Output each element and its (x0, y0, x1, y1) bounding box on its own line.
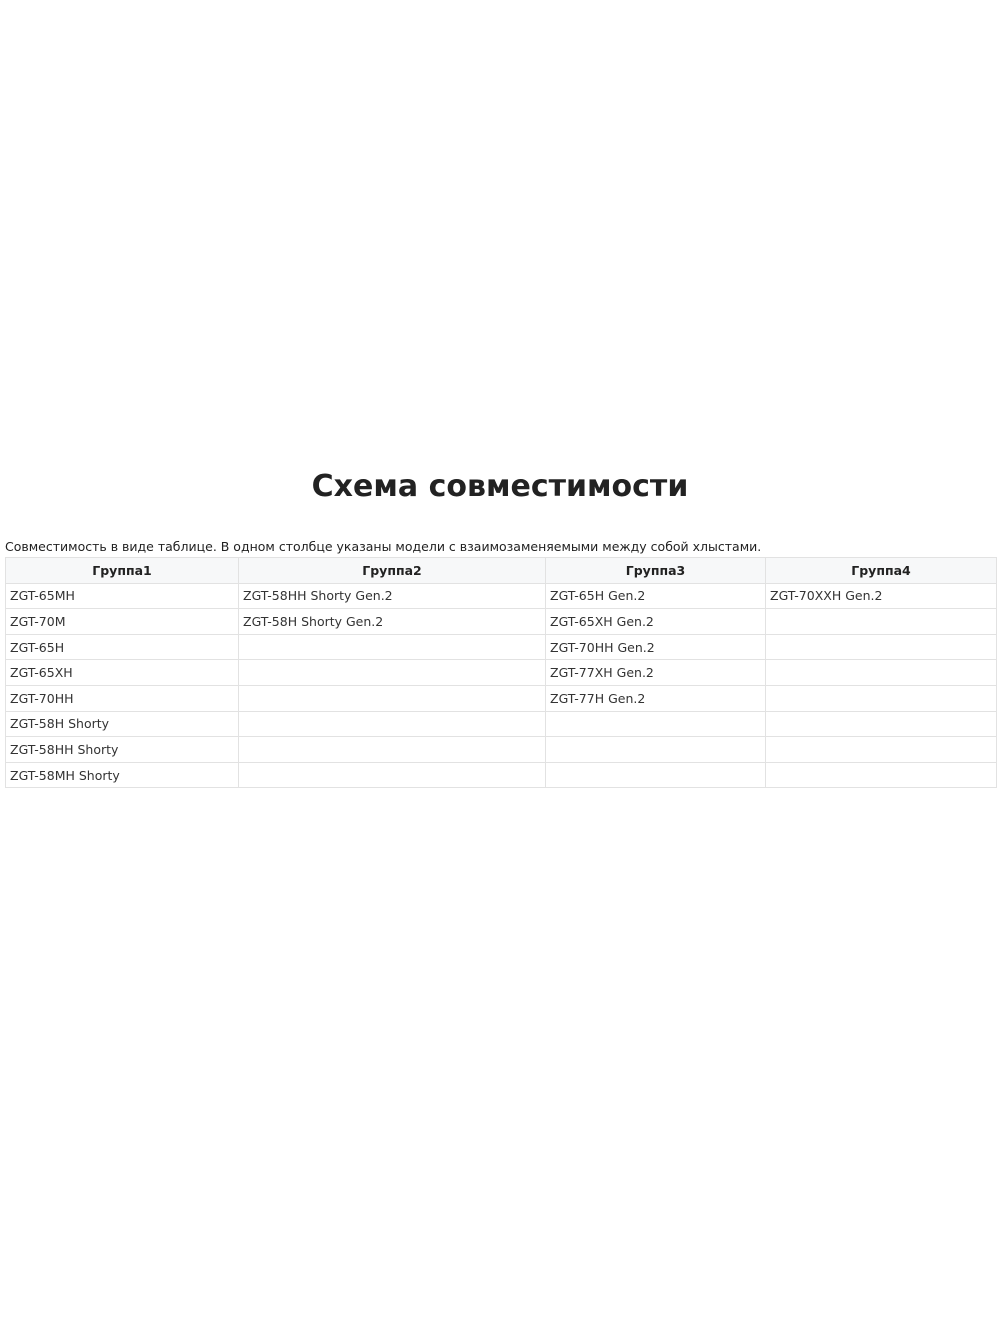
table-cell: ZGT-70XXH Gen.2 (766, 583, 997, 609)
table-cell (239, 660, 546, 686)
table-cell: ZGT-58MH Shorty (6, 762, 239, 788)
table-cell (766, 609, 997, 635)
table-row (6, 660, 997, 686)
table-row (6, 737, 997, 763)
table-cell: ZGT-70HH Gen.2 (546, 634, 766, 660)
intro-text: Совместимость в виде таблице. В одном столбце указаны модели с взаимозаменяемыми между собой хлыстами. (5, 539, 762, 554)
table-cell: ZGT-65XH Gen.2 (546, 609, 766, 635)
page-title: Схема совместимости (311, 469, 689, 504)
table-cell: ZGT-65MH (6, 583, 239, 609)
table-row (6, 762, 997, 788)
table-cell (239, 762, 546, 788)
table-cell (766, 660, 997, 686)
table-cell (546, 737, 766, 763)
column-header-group1: Группа1 (6, 558, 239, 584)
table-cell: ZGT-65H Gen.2 (546, 583, 766, 609)
table-cell: ZGT-70HH (6, 685, 239, 711)
table-cell: ZGT-58H Shorty (6, 711, 239, 737)
table-cell (766, 685, 997, 711)
table-cell (766, 762, 997, 788)
table-cell: ZGT-70M (6, 609, 239, 635)
table-cell (766, 737, 997, 763)
table-row (6, 685, 997, 711)
table-cell (546, 762, 766, 788)
table-header (6, 558, 997, 584)
column-header-group3: Группа3 (546, 558, 766, 584)
table-body (6, 583, 997, 788)
table-cell: ZGT-77H Gen.2 (546, 685, 766, 711)
table-cell (766, 711, 997, 737)
table-cell: ZGT-77XH Gen.2 (546, 660, 766, 686)
table-cell: ZGT-65XH (6, 660, 239, 686)
table-row (6, 609, 997, 635)
header-row (6, 558, 997, 584)
table-cell: ZGT-65H (6, 634, 239, 660)
table-cell (239, 634, 546, 660)
table-cell (239, 737, 546, 763)
table-cell (546, 711, 766, 737)
table-row (6, 583, 997, 609)
compatibility-table (5, 557, 997, 788)
table-cell (766, 634, 997, 660)
table-cell: ZGT-58HH Shorty Gen.2 (239, 583, 546, 609)
column-header-group2: Группа2 (239, 558, 546, 584)
table-cell: ZGT-58HH Shorty (6, 737, 239, 763)
column-header-group4: Группа4 (766, 558, 997, 584)
table-cell (239, 711, 546, 737)
table-cell (239, 685, 546, 711)
table-row (6, 711, 997, 737)
table-cell: ZGT-58H Shorty Gen.2 (239, 609, 546, 635)
table-row (6, 634, 997, 660)
